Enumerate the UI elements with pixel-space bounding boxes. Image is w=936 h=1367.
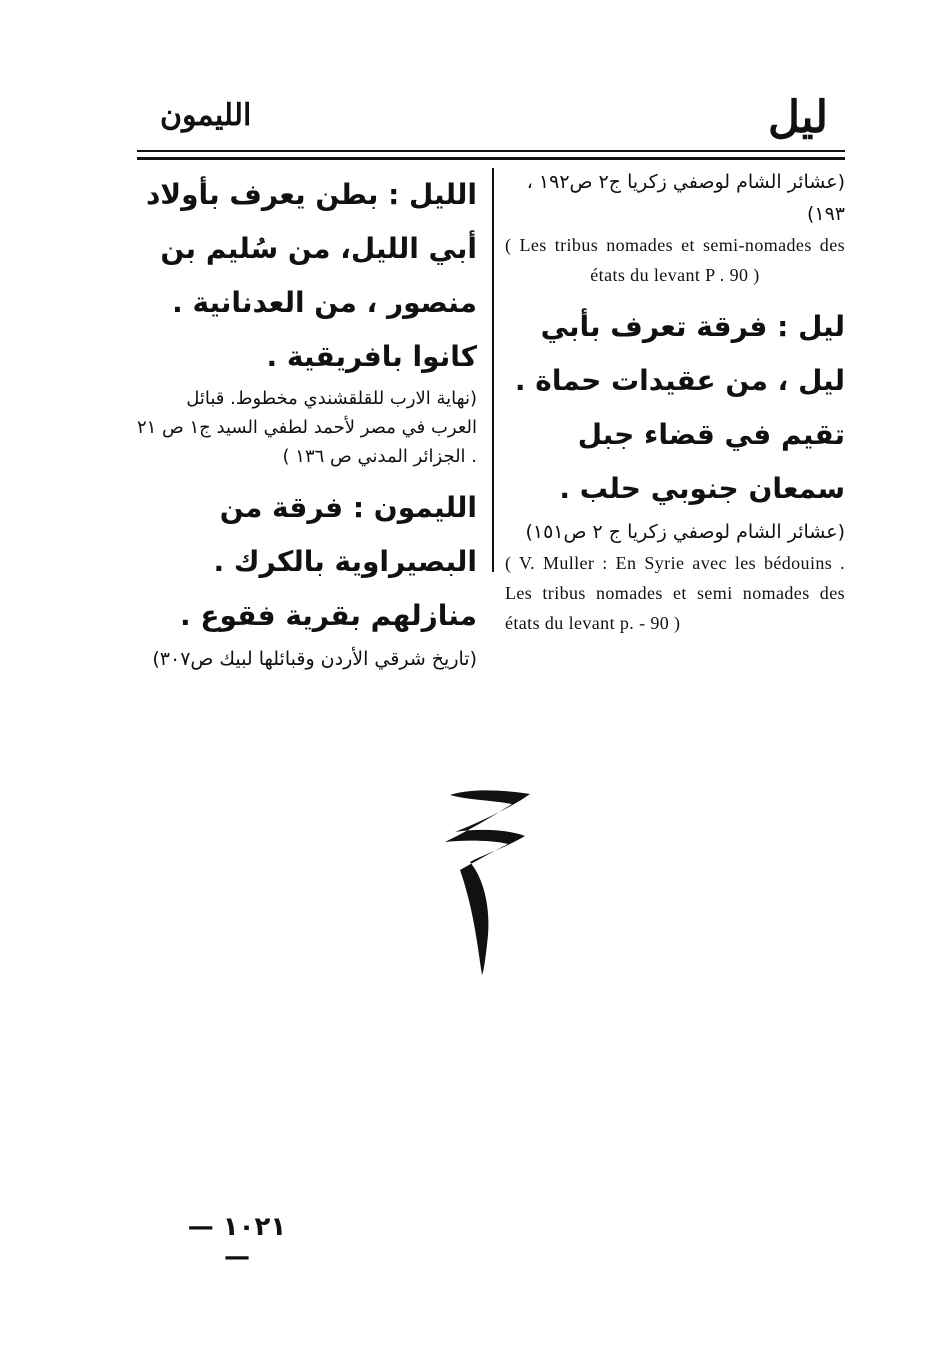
dictionary-entry [135, 168, 477, 384]
column-divider [492, 168, 494, 572]
french-reference: ( V. Muller : En Syrie avec les bédouins . Les tribus nomades et semi nomades des états du levant p. - 90 ) [505, 553, 845, 633]
running-header-left: الليمون [160, 98, 252, 133]
entry-text: : فرقة من البصيراوية بالكرك . منازلهم بقرية فقوع . [180, 491, 477, 632]
page-number: — ١٠٢١ — [187, 1212, 287, 1272]
entry-text: : بطن يعرف بأولاد أبي الليل، من سُليم بن منصور ، من العدنانية . كانوا بافريقية . [145, 178, 477, 373]
citation: (نهاية الارب للقلقشندي مخطوط. قبائل العرب في مصر لأحمد لطفي السيد ج١ ص ٢١ . الجزائر المدني ص ١٣٦ ) [136, 388, 477, 467]
entry-text: : فرقة تعرف بأبي ليل ، من عقيدات حماة . تقيم في قضاء جبل سمعان جنوبي حلب . [514, 310, 845, 505]
header-rule-thin [137, 150, 845, 152]
dictionary-entry [505, 300, 845, 516]
french-reference: ( Les tribus nomades et semi-nomades des états du levant P . 90 ) [505, 235, 845, 285]
section-letter-calligraphy [430, 760, 550, 990]
dictionary-entry [135, 481, 477, 643]
citation: (عشائر الشام لوصفي زكريا ج ٢ ص١٥١) [525, 521, 845, 543]
citation: (تاريخ شرقي الأردن وقبائلها لبيك ص٣٠٧) [152, 648, 477, 670]
entry-headword: ليل [798, 310, 845, 343]
header-rule-thick [137, 157, 845, 160]
running-header-right: ليل [767, 92, 828, 143]
entry-headword: الليمون [373, 491, 477, 524]
entry-headword: الليل [409, 178, 477, 211]
right-column [505, 166, 845, 638]
citation: (عشائر الشام لوصفي زكريا ج٢ ص١٩٢ ، ١٩٣) [526, 171, 845, 225]
left-column [135, 168, 477, 675]
